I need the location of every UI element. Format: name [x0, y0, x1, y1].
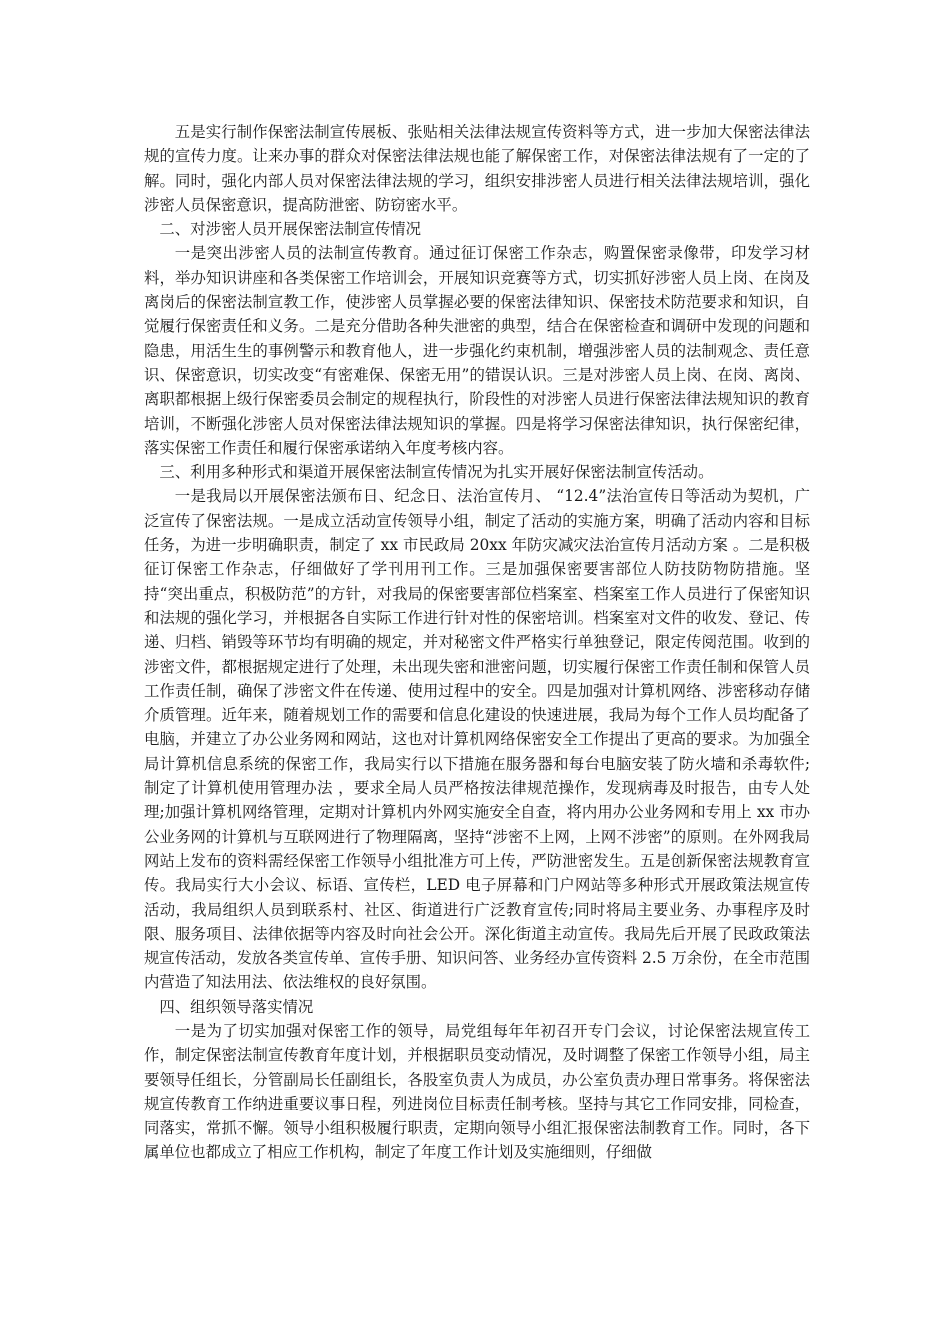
section-heading-2: 二、对涉密人员开展保密法制宣传情况 [159, 220, 422, 239]
paragraph-publicity-activities: 一是我局以开展保密法颁布日、纪念日、法治宣传月、 “12.4”法治宣传日等活动为契机，广泛宣传了保密法规。一是成立活动宣传领导小组，制定了活动的实施方案，明确了活动内容和目标任务，为进一步明确职责，制定了 xx 市民政局 20xx 年防灾减灾法治宣传月活动方案 。二是积极征订保密工作杂志，仔细做好了学刊用刊工作。三是加强保密要害部位人防技防物防措施。坚持“突出重点，积极防范”的方针，对我局的保密要害部位档案室、档案室工作人员进行了保密知识和法规的强化学习，并根据各自实际工作进行针对性的保密培训。档案室对文件的收发、登记、传递、归档、销毁等环节均有明确的规定，并对秘密文件严格实行单独登记，限定传阅范围。收到的涉密文件，都根据规定进行了处理，未出现失密和泄密问题，切实履行保密工作责任制和保管人员工作责任制，确保了涉密文件在传递、使用过程中的安全。四是加强对计算机网络、涉密移动存储介质管理。近年来，随着规划工作的需要和信息化建设的快速进展，我局为每个工作人员均配备了电脑，并建立了办公业务网和网站，这也对计算机网络保密安全工作提出了更高的要求。为加强全局计算机信息系统的保密工作，我局实行以下措施在服务器和每台电脑安装了防火墙和杀毒软件;制定了计算机使用管理办法 ，要求全局人员严格按法律规范操作，发现病毒及时报告，由专人处理;加强计算机网络管理，定期对计算机内外网实施安全自查，将内用办公业务网和专用上 xx 市办公业务网的计算机与互联网进行了物理隔离，坚持“涉密不上网，上网不涉密”的原则。在外网我局网站上发布的资料需经保密工作领导小组批准方可上传，严防泄密发生。五是创新保密法规教育宣传。我局实行大小会议、标语、宣传栏，LED 电子屏幕和门户网站等多种形式开展政策法规宣传活动，我局组织人员到联系村、社区、街道进行广泛教育宣传;同时将局主要业务、办事程序及时限、服务项目、法律依据等内容及时向社会公开。深化街道主动宣传。我局先后开展了民政政策法规宣传活动，发放各类宣传单、宣传手册、知识问答、业务经办宣传资料 2.5 万余份，在全市范围内营造了知法用法、依法维权的良好氛围。 [144, 487, 810, 992]
paragraph-personnel-education: 一是突出涉密人员的法制宣传教育。通过征订保密工作杂志，购置保密录像带，印发学习材料，举办知识讲座和各类保密工作培训会，开展知识竞赛等方式，切实抓好涉密人员上岗、在岗及离岗后的保密法制宣教工作，使涉密人员掌握必要的保密法律知识、保密技术防范要求和知识，自觉履行保密责任和义务。二是充分借助各种失泄密的典型，结合在保密检查和调研中发现的问题和隐患，用活生生的事例警示和教育他人，进一步强化约束机制，增强涉密人员的法制观念、责任意识、保密意识，切实改变“有密难保、保密无用”的错误认识。三是对涉密人员上岗、在岗、离岗、离职都根据上级行保密委员会制定的规程执行，阶段性的对涉密人员进行保密法律法规知识的教育培训，不断强化涉密人员对保密法律法规知识的掌握。四是将学习保密法律知识，执行保密纪律，落实保密工作责任和履行保密承诺纳入年度考核内容。 [144, 244, 810, 457]
section-heading-3: 三、利用多种形式和渠道开展保密法制宣传情况为扎实开展好保密法制宣传活动。 [159, 463, 714, 482]
paragraph-leadership: 一是为了切实加强对保密工作的领导，局党组每年年初召开专门会议，讨论保密法规宣传工作，制定保密法制宣传教育年度计划，并根据职员变动情况，及时调整了保密工作领导小组，局主要领导任组长，分管副局长任副组长，各股室负责人为成员，办公室负责办理日常事务。将保密法规宣传教育工作纳进重要议事日程，列进岗位目标责任制考核。坚持与其它工作同安排，同检查，同落实，常抓不懈。领导小组积极履行职责，定期向领导小组汇报保密法制教育工作。同时，各下属单位也都成立了相应工作机构，制定了年度工作计划及实施细则，仔细做 [144, 1021, 810, 1162]
paragraph-publicity-boards: 五是实行制作保密法制宣传展板、张贴相关法律法规宣传资料等方式，进一步加大保密法律法规的宣传力度。让来办事的群众对保密法律法规也能了解保密工作，对保密法律法规有了一定的了解。同时，强化内部人员对保密法律法规的学习，组织安排涉密人员进行相关法律法规培训，强化涉密人员保密意识，提高防泄密、防窃密水平。 [144, 123, 810, 214]
section-heading-4: 四、组织领导落实情况 [159, 997, 314, 1016]
